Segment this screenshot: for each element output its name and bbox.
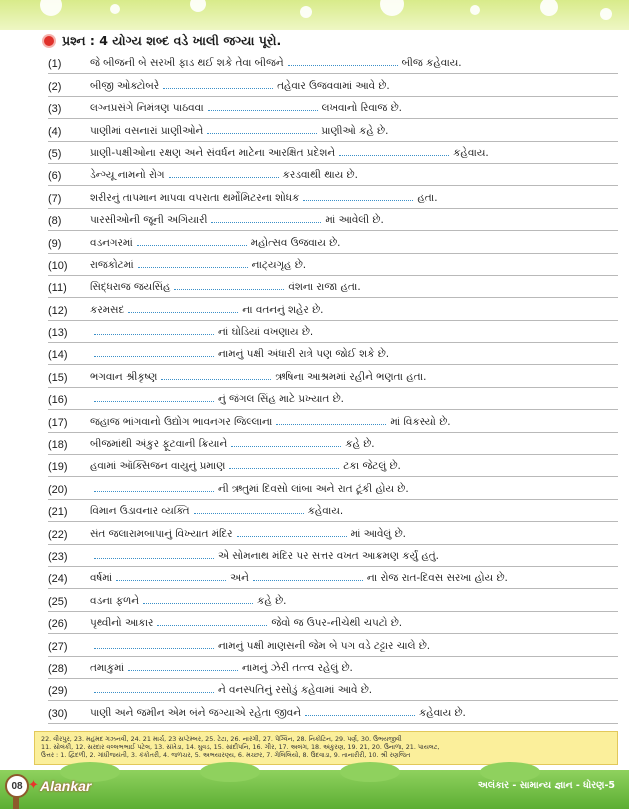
question-row [48,634,618,656]
question-number: (16) [48,394,68,407]
answer-blank[interactable] [276,415,386,425]
answer-blank[interactable] [253,571,363,581]
question-number: (6) [48,170,62,183]
answer-line-2: 11. સોલંકી, 12. સરદાર વલ્લભભાઈ પટેલ, 13. સંખેડા, 14. ઘુવડ, 15. સાંદીપનિ, 16. ગીર, 17. અલંગ, 18. અંકુરણ, 19. 21, 20. ઉનાળા, 21. પાયલટ, [41,743,440,752]
question-row [48,52,618,74]
question-row [48,589,618,611]
question-row [48,388,618,410]
answer-blank[interactable] [231,437,341,447]
question-text [90,437,618,451]
answer-blank[interactable] [94,325,214,335]
question-text-before: પ્રાણી-પક્ષીઓના રક્ષણ અને સંવર્ધન માટેના આરક્ષિત પ્રદેશને [90,146,336,159]
question-text [90,594,618,608]
question-text [90,392,618,406]
question-row [48,142,618,164]
question-text [90,146,618,160]
section-header [44,32,281,50]
question-text-after: ના રોજ રાત-દિવસ સરખા હોય છે. [366,572,508,585]
question-text [90,325,618,339]
question-number: (23) [48,550,68,563]
question-number: (26) [48,618,68,631]
question-row [48,254,618,276]
answer-blank[interactable] [229,459,339,469]
question-text-before: કરમસદ [90,303,125,316]
question-text-before: સિદ્ધરાજ જયસિંહ [90,281,171,294]
answer-blank[interactable] [339,146,449,156]
question-row [48,321,618,343]
question-row [48,119,618,141]
question-text-after: વંશના રાજા હતા. [288,281,361,294]
question-text [90,213,618,227]
question-text-before: વડનગરમાં [90,236,133,249]
question-text-before: લગ્નપ્રસંગે નિમંત્રણ પાઠવવા [90,102,204,115]
footer-book-title: અલંકાર - સામાન્ય જ્ઞાન - ધોરણ-5 [477,780,615,791]
question-row [48,522,618,544]
question-number: (24) [48,573,68,586]
section-title: પ્રશ્ન : 4 યોગ્ય શબ્દ વડે ખાલી જગ્યા પૂરો. [62,33,282,48]
question-text-before: જહાજ ભાંગવાનો ઉદ્યોગ ભાવનગર જિલ્લાના [90,415,273,428]
question-text-middle: અને [230,572,249,585]
answer-blank[interactable] [194,504,304,514]
question-text-after: ની ઋતુમાં દિવસો લાંબા અને રાત ટૂંકી હોય છે. [218,482,409,495]
question-number: (29) [48,685,68,698]
question-text-before: પાણી અને જમીન એમ બંને જગ્યાએ રહેતા જીવને [90,706,301,719]
question-text-after: માં આવેલું છે. [350,527,406,540]
question-text [90,549,618,563]
question-row [48,500,618,522]
answer-blank[interactable] [94,482,214,492]
answer-line-3: ઉત્તર : 1. દ્વિદળી, 2. ગાંધીજયંતી, 3. કંકોતરી, 4. જળચર, 5. અભયારણ્ય, 6. મચ્છર, 7. ગેલિલિયો, 8. ઉદવાડા, 9. તાનારીરી, 10. શ્રી રણજિત [41,751,411,760]
question-text-after: પ્રાણીઓ કહે છે. [321,124,389,137]
question-number: (3) [48,103,62,116]
question-text-after: માં આવેલી છે. [325,214,384,227]
question-text [90,370,618,384]
question-text-before: રાજકોટમાં [90,258,134,271]
question-text [90,101,618,115]
answer-blank[interactable] [163,79,273,89]
question-text-before: ભગવાન શ્રીકૃષ્ણ [90,370,158,383]
question-text-before: વડના ફળને [90,594,140,607]
question-text-before: બીજમાંથી અંકુર ફૂટવાની ક્રિયાને [90,438,228,451]
question-row [48,701,618,723]
question-text [90,56,618,70]
answer-blank[interactable] [303,191,413,201]
question-row [48,74,618,96]
question-row [48,679,618,701]
question-row [48,276,618,298]
question-row [48,545,618,567]
question-text [90,661,618,675]
answer-blank[interactable] [116,571,226,581]
question-text-after: કરડવાથી થાય છે. [282,169,358,182]
question-number: (12) [48,304,68,317]
bullet-icon [44,36,54,46]
question-row [48,365,618,387]
question-text-before: બીજી ઓક્ટોબરે [90,79,160,92]
question-row [48,657,618,679]
question-text-before: શરીરનું તાપમાન માપવા વપરાતા થર્મોમિટરના શોધક [90,191,300,204]
question-text-before: જે બીજની બે સરખી ફાડ થઈ શકે તેવા બીજને [90,57,284,70]
question-number: (20) [48,483,68,496]
answer-blank[interactable] [128,303,238,313]
question-text [90,79,618,93]
question-text [90,347,618,361]
question-text-before: તમાકુમાં [90,661,124,674]
question-number: (28) [48,662,68,675]
question-number: (13) [48,327,68,340]
question-row [48,433,618,455]
answer-blank[interactable] [138,258,248,268]
question-number: (30) [48,707,68,720]
question-text-before: વર્ષમાં [90,572,113,585]
top-decorative-band [0,0,629,30]
question-row [48,164,618,186]
question-number: (5) [48,147,62,160]
question-text-after: નામનું પક્ષી અંધારી રાત્રે પણ જોઈ શકે છે. [218,348,390,361]
answer-blank[interactable] [305,706,415,716]
question-text-after: કહેવાય. [307,505,344,518]
question-text-after: મહોત્સવ ઉજવાય છે. [250,236,341,249]
question-number: (1) [48,58,62,71]
question-number: (25) [48,595,68,608]
question-text [90,527,618,541]
question-text-before: વિમાન ઉડાવનાર વ્યક્તિ [90,505,190,518]
question-text-after: કહેવાય. [453,146,489,159]
answer-line-1: 22. વીરપુર, 23. મહંમદ ગઝનવી, 24. 21 માર્ચ, 23 સપ્ટેમ્બર, 25. ટેટા, 26. નારંગી, 27. પેંગ્વિન, 28. નિકોટિન, 29. પર્ણ, 30. ઉભયજીવી [41,735,402,743]
question-text [90,124,618,138]
answer-blank[interactable] [137,236,247,246]
answer-blank[interactable] [169,168,279,178]
question-row [48,612,618,634]
question-text-before: પાણીમાં વસનારાં પ્રાણીઓને [90,124,204,137]
question-text-before: હવામાં ઑક્સિજન વાયુનું પ્રમાણ [90,460,226,473]
question-text-after: નું જંગલ સિંહ માટે પ્રખ્યાત છે. [218,393,344,406]
question-row [48,567,618,589]
question-text [90,280,618,294]
question-number: (2) [48,80,62,93]
answer-blank[interactable] [157,616,267,626]
question-text-after: જેવો જ ઉપર-નીચેથી ચપટો છે. [271,617,403,630]
question-text [90,571,618,585]
question-number: (21) [48,506,68,519]
question-number: (22) [48,528,68,541]
question-text-after: નાટ્યગૃહ છે. [251,258,307,271]
question-text [90,191,618,205]
question-text-before: ડેન્ગ્યૂ નામનો રોગ [90,169,165,182]
question-text-after: ના વતનનું શહેર છે. [242,303,324,316]
question-row [48,298,618,320]
answer-blank[interactable] [208,101,318,111]
question-text-after: કહે છે. [345,438,375,451]
answer-blank[interactable] [237,527,347,537]
question-text [90,616,618,630]
question-text-after: ઋષિના આશ્રમમાં રહીને ભણતા હતા. [275,370,427,383]
question-row [48,477,618,499]
question-row [48,209,618,231]
question-number: (15) [48,371,68,384]
question-text-after: કહેવાય છે. [418,706,466,719]
question-text [90,236,618,250]
question-text [90,683,618,697]
question-text-before: સંત જલારામબાપાનું વિખ્યાત મંદિર [90,527,233,540]
answer-blank[interactable] [94,683,214,693]
question-row [48,455,618,477]
question-number: (4) [48,125,62,138]
question-row [48,97,618,119]
question-number: (7) [48,192,62,205]
question-text-before: પૃથ્વીનો આકાર [90,617,154,630]
question-number: (27) [48,640,68,653]
question-row [48,410,618,432]
answer-blank[interactable] [211,213,321,223]
question-text-after: નાં ઘોડિયાં વખણાય છે. [218,326,314,339]
question-text-after: માં વિકસ્યો છે. [390,415,451,428]
question-text-after: નામનું પક્ષી માણસની જેમ બે પગ વડે ટટ્ટાર ચાલે છે. [218,639,431,652]
brand-logo-icon: ✦ [28,778,39,793]
question-text-after: તહેવાર ઉજવવામાં આવે છે. [277,79,390,92]
question-text [90,504,618,518]
question-text [90,459,618,473]
question-text [90,639,618,653]
answer-blank[interactable] [288,56,398,66]
question-list [48,52,618,724]
question-text-after: કહે છે. [257,594,287,607]
answer-blank[interactable] [207,124,317,134]
question-row [48,186,618,208]
question-text [90,303,618,317]
question-text-after: ટકા જેટલું છે. [343,460,401,473]
question-number: (17) [48,416,68,429]
answer-blank[interactable] [94,347,214,357]
question-text-before: પારસીઓની જૂની અગિયારી [90,214,208,227]
answer-blank[interactable] [143,594,253,604]
question-text-after: લખવાનો રિવાજ છે. [321,102,402,115]
question-number: (8) [48,215,62,228]
answer-blank[interactable] [94,392,214,402]
question-text-after: બીજ કહેવાય. [401,57,462,70]
answer-key [34,731,618,765]
question-number: (11) [48,282,67,295]
answer-blank[interactable] [128,661,238,671]
question-number: (18) [48,439,68,452]
question-text-after: ને વનસ્પતિનું રસોડું કહેવામાં આવે છે. [218,684,373,697]
answer-blank[interactable] [94,549,214,559]
question-text-after: નામનું ઝેરી તત્ત્વ રહેલું છે. [242,661,353,674]
question-number: (9) [48,237,62,250]
question-text-after: એ સોમનાથ મંદિર પર સત્તર વખત આક્રમણ કર્યું હતું. [218,549,439,562]
answer-blank[interactable] [161,370,271,380]
question-text [90,258,618,272]
question-text-after: હતા. [417,191,438,204]
question-row [48,343,618,365]
question-text [90,706,618,720]
question-number: (14) [48,349,68,362]
brand-logo: Alankar [40,778,92,794]
question-row [48,231,618,253]
question-text [90,415,618,429]
page-number: 08 [5,774,29,798]
question-number: (10) [48,259,68,272]
answer-blank[interactable] [94,639,214,649]
question-number: (19) [48,461,68,474]
question-text [90,168,618,182]
question-text [90,482,618,496]
answer-blank[interactable] [174,280,284,290]
